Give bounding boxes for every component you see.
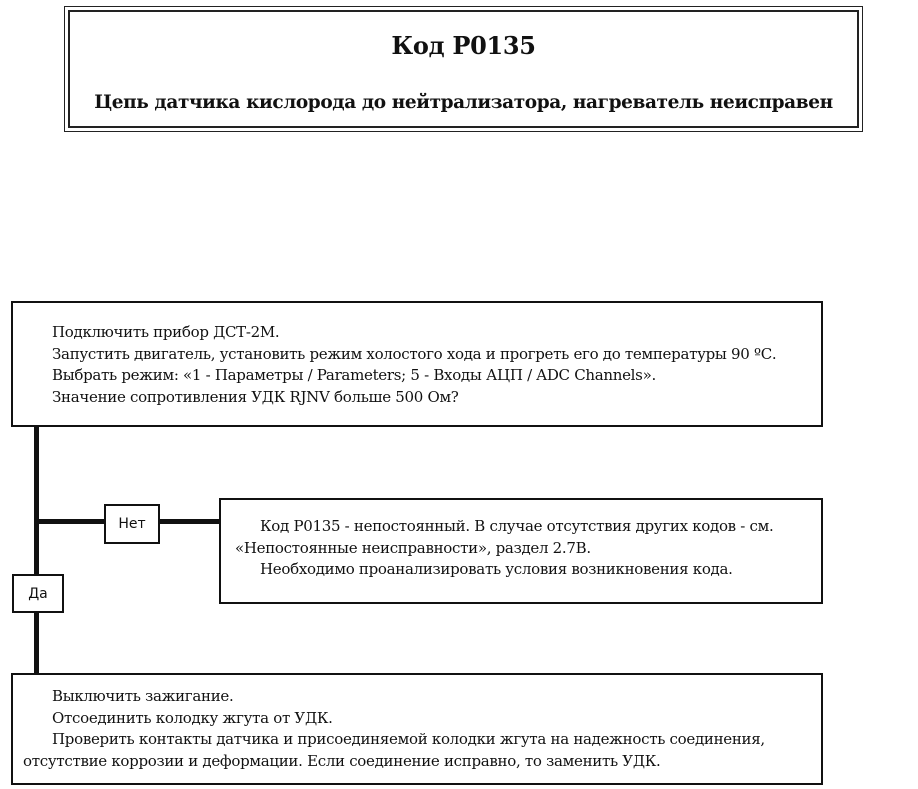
fault-description: Цепь датчика кислорода до нейтрализатора, нагреватель неисправен [94,92,833,113]
result-no-paragraph: Код Р0135 - непостоянный. В случае отсутствия других кодов - см. «Непостоянные неисправности», раздел 2.7В. [235,517,774,557]
header-inner-frame [68,10,859,128]
code-title: Код Р0135 [391,31,536,60]
result-no-box [219,498,823,604]
step-2-paragraph: Выключить зажигание. [52,687,234,705]
branch-label-no: Нет [104,504,160,544]
step-2-box [11,673,823,785]
branch-label-yes: Да [12,574,64,613]
step-1-question: Значение сопротивления УДК RJNV больше 500 Ом? [52,387,459,406]
step-2-paragraph: Проверить контакты датчика и присоединяемой колодки жгута на надежность соединения, отсутствие коррозии и деформации. Если соединение исправно, то заменить УДК. [23,730,765,770]
step-2-paragraph: Отсоединить колодку жгута от УДК. [52,708,333,727]
step-1-line: Подключить прибор ДСТ-2М. [52,323,280,341]
result-no-paragraph: Необходимо проанализировать условия возникновения кода. [260,560,733,578]
step-1-line: Запустить двигатель, установить режим холостого хода и прогреть его до температуры 90 ºС. [52,344,777,363]
step-1-box [11,301,823,427]
header-box [64,6,863,132]
step-1-line: Выбрать режим: «1 - Параметры / Parameters; 5 - Входы АЦП / ADC Channels». [52,366,656,384]
flow-connector-vertical [34,427,39,673]
